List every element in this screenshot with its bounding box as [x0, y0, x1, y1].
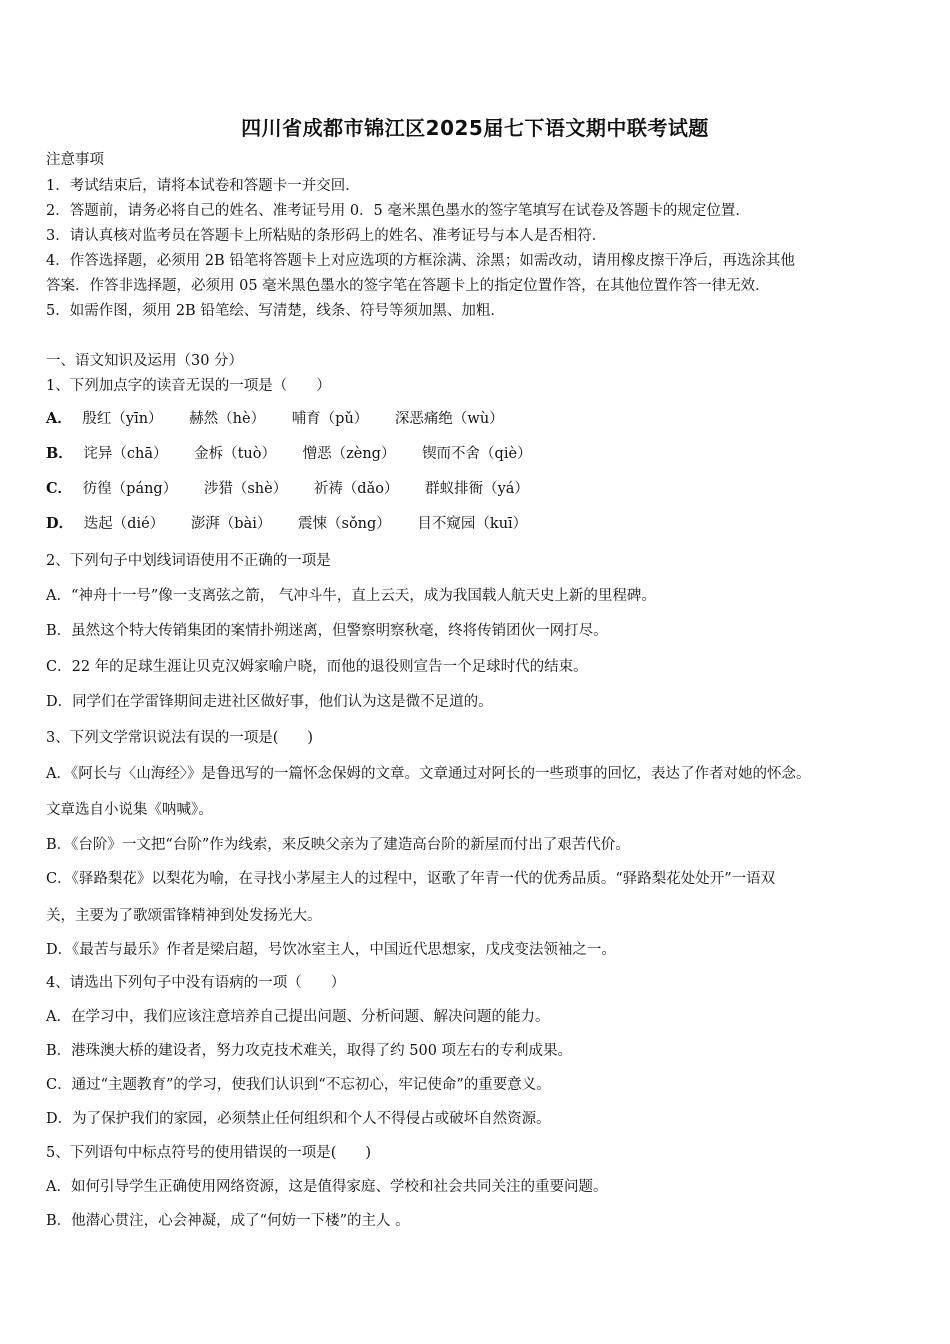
option-label: C．: [46, 480, 73, 497]
question-option: D．同学们在学雷锋期间走进社区做好事，他们认为这是微不足道的。: [46, 694, 493, 710]
question-option: A．“神舟十一号”像一支离弦之箭， 气冲斗牛，直上云天，成为我国载人航天史上新的里程碑。: [46, 588, 656, 604]
notice-item: 5．如需作图，须用 2B 铅笔绘、写清楚，线条、符号等须加黑、加粗．: [46, 303, 505, 319]
question-option: B．《台阶》一文把“台阶”作为线索，来反映父亲为了建造高台阶的新屋而付出了艰苦代价。: [46, 837, 630, 853]
exam-title: 四川省成都市锦江区2025届七下语文期中联考试题: [241, 116, 709, 140]
option-item: 诧异（chā）: [83, 446, 168, 462]
option-item: 金柝（tuò）: [194, 446, 276, 462]
notice-heading: 注意事项: [46, 152, 104, 168]
question-option: A．如何引导学生正确使用网络资源，这是值得家庭、学校和社会共同关注的重要问题。: [46, 1179, 608, 1195]
option-label: A．: [46, 410, 72, 427]
question-stem: 5、下列语句中标点符号的使用错误的一项是( ): [46, 1145, 372, 1161]
option-item: 祈祷（dǎo）: [313, 481, 399, 497]
option-item: 涉猎（shè）: [203, 481, 288, 497]
option-label: B．: [46, 445, 73, 462]
question-option: C．《驿路梨花》以梨花为喻，在寻找小茅屋主人的过程中，讴歌了年青一代的优秀品质。“驿路梨花处处开”一语双: [46, 871, 776, 887]
option-item: 群蚁排衙（yá）: [425, 481, 529, 497]
question-option: D．《最苦与最乐》作者是梁启超，号饮冰室主人，中国近代思想家，戊戌变法领袖之一。: [46, 942, 616, 958]
question-stem: 4、请选出下列句子中没有语病的一项（ ）: [46, 975, 346, 991]
option-item: 赫然（hè）: [189, 411, 266, 427]
notice-item: 2．答题前，请务必将自己的姓名、准考证号用 0．5 毫米黑色墨水的签字笔填写在试卷及答题卡的规定位置．: [46, 203, 750, 219]
question-stem: 3、下列文学常识说法有误的一项是( ): [46, 730, 314, 746]
option-item: 目不窥园（kuī）: [417, 516, 528, 532]
option-item: 锲而不舍（qiè）: [422, 446, 532, 462]
question-option: [46, 479, 551, 499]
question-option: [46, 409, 526, 429]
question-option: C．通过“主题教育”的学习，使我们认识到“不忘初心，牢记使命”的重要意义。: [46, 1077, 551, 1093]
option-item: 迭起（dié）: [83, 516, 165, 532]
question-stem: 2、下列句子中划线词语使用不正确的一项是: [46, 553, 331, 569]
option-item: 深恶痛绝（wù）: [394, 411, 504, 427]
option-item: 澎湃（bài）: [190, 516, 272, 532]
notice-item: 1．考试结束后，请将本试卷和答题卡一并交回．: [46, 178, 360, 194]
question-option: B．他潜心贯注，心会神凝，成了“何妨一下楼”的主人 。: [46, 1213, 410, 1229]
option-item: 殷红（yīn）: [82, 411, 163, 427]
question-option: B．港珠澳大桥的建设者，努力攻克技术难关，取得了约 500 项左右的专利成果。: [46, 1043, 573, 1059]
section-heading: 一、语文知识及运用（30 分）: [46, 353, 244, 369]
option-item: 憎恶（zèng）: [302, 446, 396, 462]
question-option: D．为了保护我们的家园，必须禁止任何组织和个人不得侵占或破坏自然资源。: [46, 1111, 551, 1127]
option-item: 彷徨（páng）: [82, 481, 178, 497]
question-option: [46, 514, 549, 534]
option-item: 哺育（pǔ）: [291, 411, 369, 427]
notice-item: 答案．作答非选择题，必须用 05 毫米黑色墨水的签字笔在答题卡上的指定位置作答，在其他位置作答一律无效．: [46, 278, 770, 294]
notice-item: 3．请认真核对监考员在答题卡上所粘贴的条形码上的姓名、准考证号与本人是否相符．: [46, 228, 607, 244]
question-option: B．虽然这个特大传销集团的案情扑朔迷离，但警察明察秋毫，终将传销团伙一网打尽。: [46, 623, 608, 639]
question-option: 文章选自小说集《呐喊》。: [46, 802, 213, 818]
question-option: A．在学习中，我们应该注意培养自己提出问题、分析问题、解决问题的能力。: [46, 1009, 550, 1025]
notice-item: 4．作答选择题，必须用 2B 铅笔将答题卡上对应选项的方框涂满、涂黑；如需改动，请用橡皮擦干净后，再选涂其他: [46, 253, 795, 269]
option-item: 震悚（sǒng）: [298, 516, 391, 532]
question-option: C．22 年的足球生涯让贝克汉姆家喻户晓，而他的退役则宣告一个足球时代的结束。: [46, 659, 588, 675]
question-stem: 1、下列加点字的读音无误的一项是（ ）: [46, 378, 331, 394]
question-option: [46, 444, 554, 464]
question-option: A．《阿长与〈山海经〉》是鲁迅写的一篇怀念保姆的文章。文章通过对阿长的一些琐事的回忆，表达了作者对她的怀念。: [46, 766, 811, 782]
question-option: 关，主要为了歌颂雷锋精神到处发扬光大。: [46, 908, 322, 924]
option-label: D．: [46, 515, 74, 532]
